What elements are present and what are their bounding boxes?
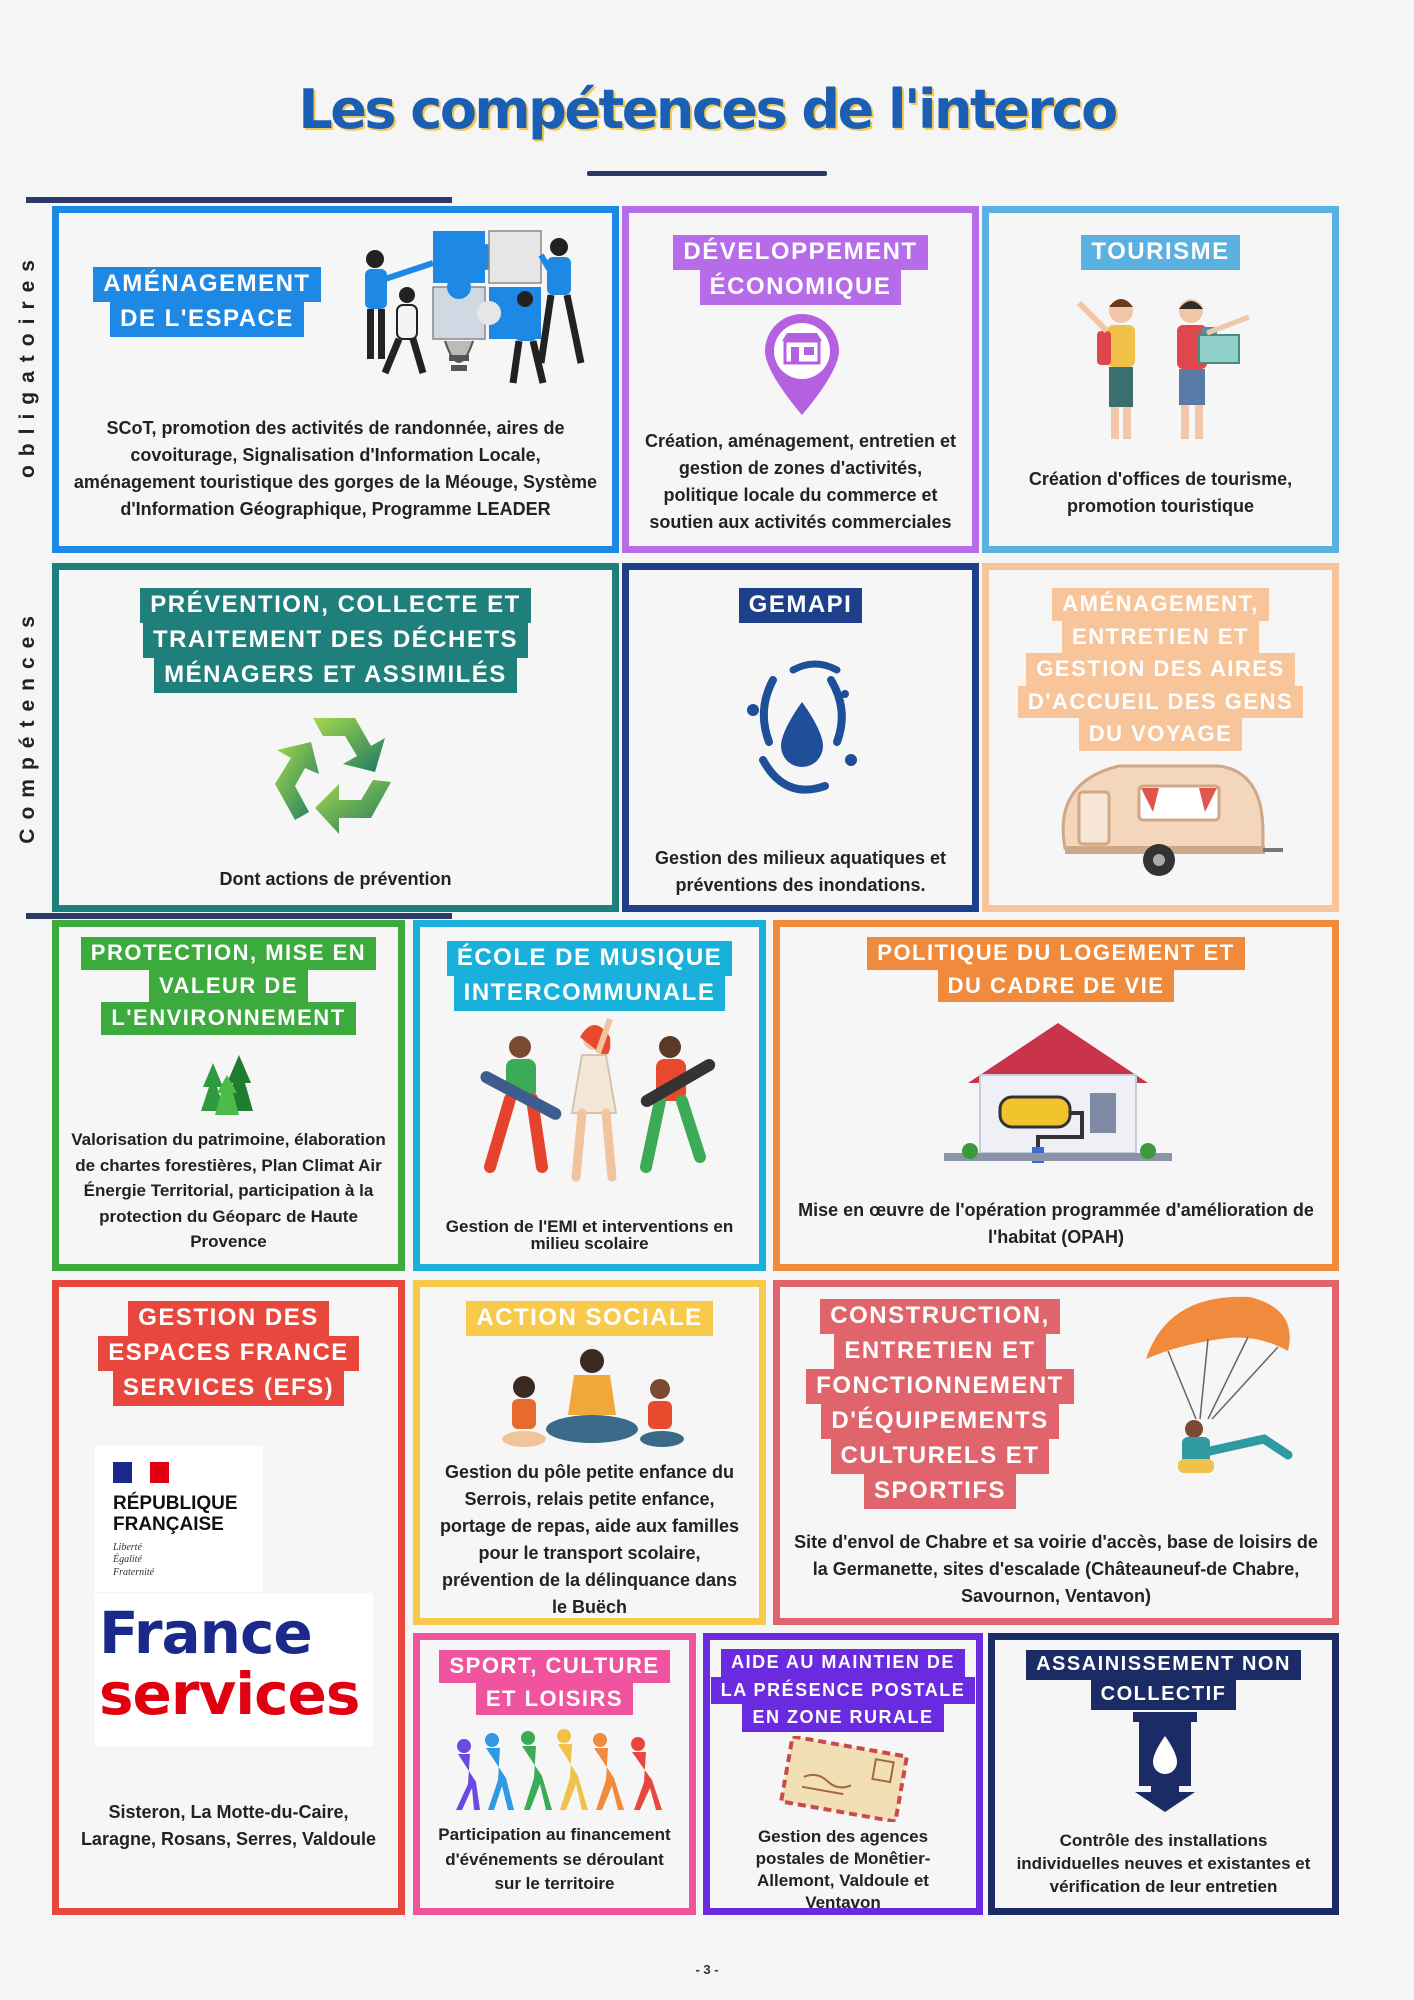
hikers-icon bbox=[1073, 289, 1253, 447]
card-label-line: CONSTRUCTION, bbox=[820, 1299, 1060, 1334]
caravan-icon bbox=[1049, 752, 1285, 880]
card-label bbox=[989, 588, 1332, 751]
card-description: Gestion du pôle petite enfance du Serrois, relais petite enfance, portage de repas, aide aux familles pour le transport scolaire, prévention de la délinquance dans le Buëch bbox=[439, 1462, 740, 1617]
card-equipements bbox=[773, 1280, 1339, 1625]
card-label-line: ENTRETIEN ET bbox=[1062, 621, 1259, 654]
envelope-icon bbox=[776, 1736, 912, 1822]
card-label-line: SERVICES (EFS) bbox=[113, 1371, 344, 1406]
card-label bbox=[59, 1301, 398, 1406]
recycle-icon bbox=[263, 708, 405, 838]
card-label-line: FONCTIONNEMENT bbox=[806, 1369, 1074, 1404]
card-label-line: ÉCONOMIQUE bbox=[700, 270, 902, 305]
card-label bbox=[989, 235, 1332, 270]
card-label-line: TOURISME bbox=[1081, 235, 1239, 270]
card-label-line: CULTURELS ET bbox=[831, 1439, 1050, 1474]
card-label bbox=[629, 588, 972, 623]
card-label bbox=[79, 267, 335, 337]
card-description: Création d'offices de tourisme, promotion touristique bbox=[1028, 469, 1293, 516]
card-label bbox=[420, 1650, 689, 1715]
title-underline bbox=[587, 171, 827, 176]
paraglider-icon bbox=[1138, 1289, 1304, 1491]
card-label bbox=[420, 1301, 759, 1336]
card-label-line: AMÉNAGEMENT, bbox=[1052, 588, 1268, 621]
card-description: Gestion des agences postales de Monêtier-Allemont, Valdoule et Ventavon bbox=[755, 1827, 931, 1913]
card-description: Participation au financement d'événements se déroulant sur le territoire bbox=[438, 1825, 671, 1894]
card-label-line: EN ZONE RURALE bbox=[742, 1704, 943, 1732]
card-label-line: LA PRÉSENCE POSTALE bbox=[711, 1677, 976, 1705]
card-description: Dont actions de prévention bbox=[219, 869, 452, 889]
card-ecole-musique bbox=[413, 920, 766, 1271]
card-label-line: AMÉNAGEMENT bbox=[93, 267, 320, 302]
card-label-line: POLITIQUE DU LOGEMENT ET bbox=[867, 937, 1244, 970]
card-label-line: D'ÉQUIPEMENTS bbox=[821, 1404, 1058, 1439]
card-label-line: COLLECTIF bbox=[1091, 1680, 1237, 1710]
card-label-line: SPORT, CULTURE bbox=[439, 1650, 669, 1683]
card-presence-postale bbox=[703, 1633, 983, 1915]
card-description: Sisteron, La Motte-du-Caire, Laragne, Rosans, Serres, Valdoule bbox=[80, 1802, 377, 1849]
side-label-competences: Compétences bbox=[16, 606, 39, 844]
section-rule-bottom bbox=[26, 913, 452, 919]
card-label-line: DU CADRE DE VIE bbox=[938, 970, 1175, 1003]
card-label bbox=[800, 1299, 1080, 1509]
card-label-line: ÉCOLE DE MUSIQUE bbox=[447, 941, 732, 976]
card-label-line: DÉVELOPPEMENT bbox=[673, 235, 927, 270]
card-label-line: DU VOYAGE bbox=[1079, 718, 1243, 751]
card-amenagement-espace bbox=[52, 206, 619, 553]
drain-icon bbox=[1125, 1708, 1205, 1812]
puzzle-team-icon bbox=[345, 223, 611, 403]
card-gens-du-voyage bbox=[982, 563, 1339, 912]
card-label-line: MÉNAGERS ET ASSIMILÉS bbox=[154, 658, 517, 693]
card-label bbox=[780, 937, 1332, 1002]
card-description: SCoT, promotion des activités de randonnée, aires de covoiturage, Signalisation d'Information Locale, aménagement touristique des gorges de la Méouge, Système d'Information Géographique, Programme LEADER bbox=[73, 418, 598, 519]
card-description: Valorisation du patrimoine, élaboration de chartes forestières, Plan Climat Air Énergie Territorial, participation à la protection du Géoparc de Haute Provence bbox=[71, 1130, 386, 1251]
card-label-line: TRAITEMENT DES DÉCHETS bbox=[143, 623, 528, 658]
card-label-line: PROTECTION, MISE EN bbox=[81, 937, 376, 970]
card-label bbox=[995, 1650, 1332, 1710]
card-label-line: L'ENVIRONNEMENT bbox=[101, 1002, 355, 1035]
card-label bbox=[420, 941, 759, 1011]
card-assainissement bbox=[988, 1633, 1339, 1915]
french-flag-icon bbox=[113, 1462, 169, 1483]
card-description: Site d'envol de Chabre et sa voirie d'accès, base de loisirs de la Germanette, sites d'escalade (Châteauneuf-de Chabre, Savournon, Ventavon) bbox=[794, 1532, 1318, 1606]
athletes-icon bbox=[446, 1726, 664, 1816]
card-sport-culture bbox=[413, 1633, 696, 1915]
card-label bbox=[629, 235, 972, 305]
card-label-line: VALEUR DE bbox=[149, 970, 308, 1003]
logo-word-services: services bbox=[99, 1659, 360, 1728]
card-label bbox=[59, 588, 612, 693]
motto-text: Liberté Égalité Fraternité bbox=[113, 1541, 155, 1578]
card-description: Mise en œuvre de l'opération programmée d'amélioration de l'habitat (OPAH) bbox=[798, 1200, 1314, 1247]
card-description: Gestion des milieux aquatiques et préventions des inondations. bbox=[654, 848, 947, 895]
card-label-line: GESTION DES bbox=[128, 1301, 329, 1336]
card-developpement-economique bbox=[622, 206, 979, 553]
card-label-line: ESPACES FRANCE bbox=[98, 1336, 359, 1371]
card-label-line: DE L'ESPACE bbox=[110, 302, 304, 337]
marianne-logo bbox=[95, 1446, 263, 1592]
card-label-line: D'ACCUEIL DES GENS bbox=[1018, 686, 1303, 719]
card-description: Gestion de l'EMI et interventions en milieu scolaire bbox=[445, 1217, 734, 1253]
card-label-line: ACTION SOCIALE bbox=[466, 1301, 712, 1336]
card-label-line: ENTRETIEN ET bbox=[834, 1334, 1045, 1369]
card-label-line: ET LOISIRS bbox=[476, 1683, 633, 1716]
card-description: Contrôle des installations individuelles neuves et existantes et vérification de leur entretien bbox=[1016, 1831, 1311, 1896]
page-title: Les compétences de l'interco bbox=[298, 78, 1116, 141]
card-tourisme bbox=[982, 206, 1339, 553]
card-label-line: PRÉVENTION, COLLECTE ET bbox=[140, 588, 531, 623]
shop-pin-icon bbox=[761, 313, 843, 417]
water-drop-icon bbox=[733, 650, 871, 810]
card-label-line: GEMAPI bbox=[739, 588, 863, 623]
card-label-line: AIDE AU MAINTIEN DE bbox=[721, 1649, 965, 1677]
family-icon bbox=[496, 1345, 690, 1455]
france-services-logo bbox=[95, 1593, 373, 1746]
musicians-icon bbox=[460, 1017, 726, 1197]
card-label-line: SPORTIFS bbox=[864, 1474, 1016, 1509]
card-label-line: GESTION DES AIRES bbox=[1026, 653, 1294, 686]
card-label-line: ASSAINISSEMENT NON bbox=[1026, 1650, 1301, 1680]
page-number: - 3 - bbox=[695, 1962, 719, 1977]
card-dechets bbox=[52, 563, 619, 912]
republique-francaise-text: RÉPUBLIQUE FRANÇAISE bbox=[113, 1493, 238, 1536]
side-label-obligatoires: obligatoires bbox=[16, 251, 39, 479]
card-description: Création, aménagement, entretien et gestion de zones d'activités, politique locale du commerce et soutien aux activités commerciales bbox=[644, 431, 957, 532]
card-action-sociale bbox=[413, 1280, 766, 1625]
card-gemapi bbox=[622, 563, 979, 912]
card-logement bbox=[773, 920, 1339, 1271]
logo-word-france: France bbox=[99, 1599, 312, 1667]
card-label-line: INTERCOMMUNALE bbox=[454, 976, 726, 1011]
card-label bbox=[710, 1649, 976, 1732]
house-paint-icon bbox=[940, 1013, 1176, 1163]
card-environnement bbox=[52, 920, 405, 1271]
card-label bbox=[59, 937, 398, 1035]
section-rule-top bbox=[26, 197, 452, 203]
forest-icon bbox=[199, 1053, 259, 1117]
